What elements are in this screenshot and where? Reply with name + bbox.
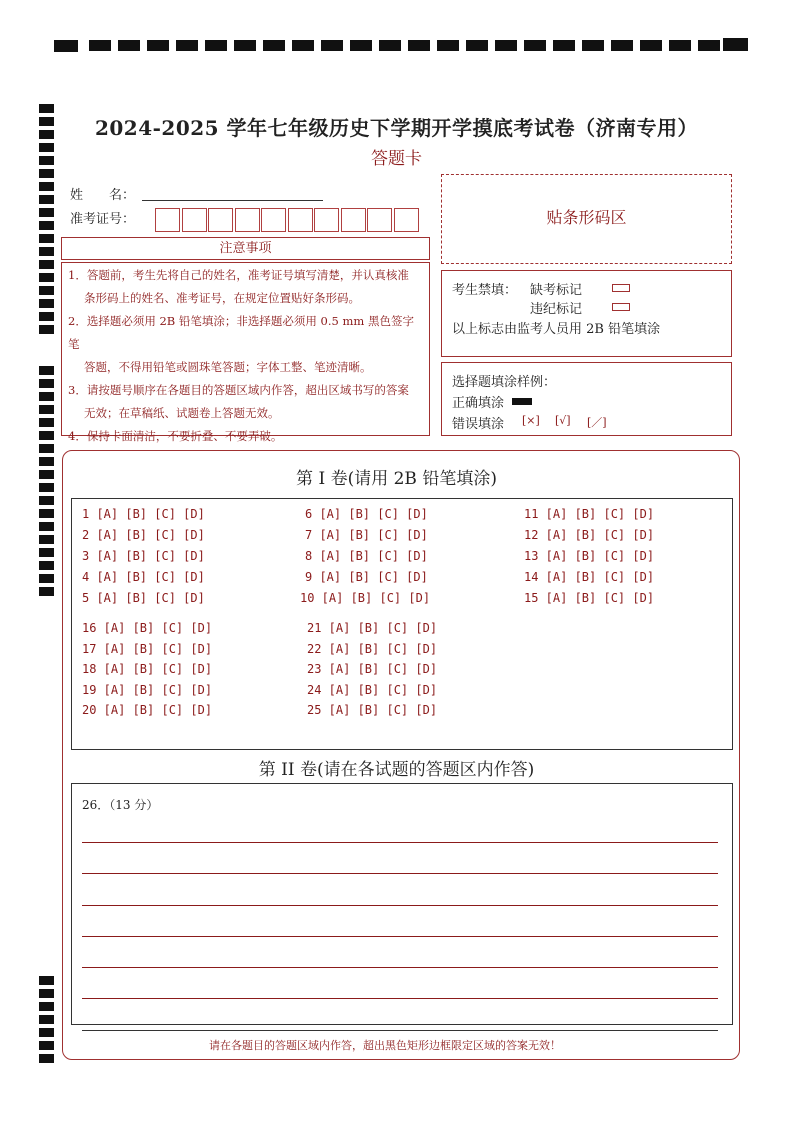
footer-warning: 请在各题目的答题区域内作答，超出黑色矩形边框限定区域的答案无效！ (209, 1039, 561, 1052)
left-marker (39, 976, 54, 985)
top-marker (292, 40, 314, 51)
exam-id-cell[interactable] (182, 208, 207, 232)
bottom-separator (82, 1030, 718, 1031)
left-marker (39, 535, 54, 544)
top-marker (176, 40, 198, 51)
left-marker (39, 418, 54, 427)
forbidden-box (441, 270, 732, 357)
left-marker (39, 182, 54, 191)
left-marker (39, 574, 54, 583)
answer-line[interactable] (82, 873, 718, 874)
left-marker (39, 379, 54, 388)
section1-title: 第 I 卷(请用 2B 铅笔填涂) (296, 469, 497, 489)
top-marker (205, 40, 227, 51)
exam-id-cell[interactable] (261, 208, 286, 232)
left-marker (39, 273, 54, 282)
wrong-fill-label: 错误填涂 (452, 417, 505, 432)
answer-line[interactable] (82, 842, 718, 843)
choice-row[interactable]: 25 [A] [B] [C] [D] (307, 703, 438, 717)
left-marker (39, 561, 54, 570)
left-marker (39, 169, 54, 178)
exam-id-cell[interactable] (235, 208, 260, 232)
choice-row[interactable]: 6 [A] [B] [C] [D] (305, 507, 428, 521)
choice-row[interactable]: 2 [A] [B] [C] [D] (82, 528, 205, 542)
exam-id-cell[interactable] (155, 208, 180, 232)
fill-sample-box (441, 362, 732, 436)
left-marker (39, 247, 54, 256)
notice-item: 4．保持卡面清洁，不要折叠、不要弄破。 (68, 429, 283, 443)
left-marker (39, 286, 54, 295)
page-subtitle: 答题卡 (371, 149, 422, 169)
top-marker (408, 40, 430, 51)
left-marker (39, 431, 54, 440)
choice-row[interactable]: 1 [A] [B] [C] [D] (82, 507, 205, 521)
choice-row[interactable]: 11 [A] [B] [C] [D] (524, 507, 655, 521)
section2-title: 第 II 卷(请在各试题的答题区内作答) (258, 760, 535, 780)
top-marker-start (54, 40, 78, 52)
choice-row[interactable]: 10 [A] [B] [C] [D] (300, 591, 431, 605)
notice-item: 答题，不得用铅笔或圆珠笔答题；字体工整、笔迹清晰。 (84, 360, 372, 374)
left-marker (39, 366, 54, 375)
left-marker (39, 496, 54, 505)
left-marker (39, 509, 54, 518)
exam-id-cell[interactable] (341, 208, 366, 232)
forbidden-note: 以上标志由监考人员用 2B 铅笔填涂 (452, 322, 661, 337)
choice-row[interactable]: 7 [A] [B] [C] [D] (305, 528, 428, 542)
choice-row[interactable]: 20 [A] [B] [C] [D] (82, 703, 213, 717)
top-marker (611, 40, 633, 51)
top-marker (118, 40, 140, 51)
left-marker (39, 208, 54, 217)
top-marker (495, 40, 517, 51)
choice-column-3 (524, 507, 654, 612)
left-marker (39, 444, 54, 453)
wrong-fill-mark: [／] (587, 416, 607, 429)
top-marker (582, 40, 604, 51)
left-marker (39, 299, 54, 308)
choice-column-2 (300, 507, 431, 612)
left-marker (39, 587, 54, 596)
top-marker-end (723, 38, 748, 51)
top-marker (89, 40, 111, 51)
left-marker (39, 195, 54, 204)
left-marker (39, 1028, 54, 1037)
exam-id-label: 准考证号： (70, 212, 136, 227)
exam-id-cell[interactable] (288, 208, 313, 232)
top-marker (698, 40, 720, 51)
answer-line[interactable] (82, 967, 718, 968)
choice-row[interactable]: 18 [A] [B] [C] [D] (82, 662, 213, 676)
choice-row[interactable]: 22 [A] [B] [C] [D] (307, 641, 438, 656)
left-marker (39, 1054, 54, 1063)
choice-row[interactable]: 4 [A] [B] [C] [D] (82, 570, 205, 584)
barcode-label: 贴条形码区 (546, 208, 627, 227)
choice-row[interactable]: 15 [A] [B] [C] [D] (524, 591, 655, 605)
notice-box (61, 262, 430, 443)
top-marker (379, 40, 401, 51)
exam-id-cell[interactable] (314, 208, 339, 232)
answer-line[interactable] (82, 905, 718, 906)
notice-title-box (61, 237, 430, 260)
left-marker (39, 221, 54, 230)
violation-mark-box[interactable] (612, 303, 630, 311)
notice-item: 3．请按题号顺序在各题目的答题区域内作答，超出区域书写的答案 (68, 383, 409, 397)
top-marker (147, 40, 169, 51)
fill-sample-title: 选择题填涂样例： (452, 375, 557, 390)
choice-row[interactable]: 9 [A] [B] [C] [D] (305, 570, 428, 584)
left-marker (39, 1002, 54, 1011)
exam-id-field[interactable] (155, 208, 421, 232)
left-marker (39, 392, 54, 401)
choice-row[interactable]: 12 [A] [B] [C] [D] (524, 528, 655, 542)
notice-item: 条形码上的姓名、准考证号，在规定位置贴好条形码。 (84, 291, 360, 305)
page-title: 2024-2025 学年七年级历史下学期开学摸底考试卷（济南专用） (94, 116, 699, 140)
question-26-label: 26．（13 分） (82, 798, 159, 812)
top-marker (263, 40, 285, 51)
left-marker (39, 989, 54, 998)
choice-row[interactable]: 24 [A] [B] [C] [D] (307, 682, 438, 697)
choice-row[interactable]: 21 [A] [B] [C] [D] (307, 621, 438, 635)
choice-row[interactable]: 13 [A] [B] [C] [D] (524, 549, 655, 563)
correct-fill-mark (512, 398, 532, 405)
forbidden-label: 考生禁填： (452, 283, 518, 298)
top-marker (466, 40, 488, 51)
top-marker (669, 40, 691, 51)
exam-id-cell[interactable] (394, 208, 419, 232)
wrong-fill-mark: [×] (522, 414, 540, 427)
left-marker (39, 312, 54, 321)
name-field[interactable] (142, 200, 323, 201)
choice-row[interactable]: 5 [A] [B] [C] [D] (82, 591, 205, 605)
violation-mark-label: 违纪标记 (530, 302, 583, 317)
answer-line[interactable] (82, 998, 718, 999)
top-marker (321, 40, 343, 51)
left-marker (39, 522, 54, 531)
written-answer-box[interactable] (71, 783, 733, 1025)
absent-mark-label: 缺考标记 (530, 283, 583, 298)
top-marker (437, 40, 459, 51)
exam-id-cell[interactable] (367, 208, 392, 232)
top-marker (234, 40, 256, 51)
notice-item: 1．答题前，考生先将自己的姓名，准考证号填写清楚，并认真核准 (68, 268, 409, 282)
barcode-area[interactable] (441, 174, 732, 264)
exam-id-cell[interactable] (208, 208, 233, 232)
left-marker (39, 234, 54, 243)
choice-column-4 (82, 621, 212, 724)
left-marker (39, 548, 54, 557)
top-marker (524, 40, 546, 51)
notice-item: 无效；在草稿纸、试题卷上答题无效。 (84, 406, 280, 420)
left-marker (39, 1015, 54, 1024)
choice-row[interactable]: 3 [A] [B] [C] [D] (82, 549, 205, 563)
choice-column-5 (307, 621, 437, 724)
choice-row[interactable]: 16 [A] [B] [C] [D] (82, 621, 213, 635)
top-marker (350, 40, 372, 51)
notice-title: 注意事项 (219, 241, 272, 256)
notice-item: 2．选择题必须用 2B 铅笔填涂；非选择题必须用 0.5 mm 黑色签字笔 (68, 314, 414, 351)
absent-mark-box[interactable] (612, 284, 630, 292)
left-marker (39, 405, 54, 414)
choice-row[interactable]: 17 [A] [B] [C] [D] (82, 641, 213, 656)
choice-row[interactable]: 8 [A] [B] [C] [D] (305, 549, 428, 563)
wrong-fill-mark: [√] (555, 414, 571, 427)
choice-row[interactable]: 19 [A] [B] [C] [D] (82, 682, 213, 697)
top-marker (553, 40, 575, 51)
left-marker (39, 260, 54, 269)
correct-fill-label: 正确填涂 (452, 396, 505, 411)
name-label: 姓 名： (70, 188, 136, 203)
choice-row[interactable]: 14 [A] [B] [C] [D] (524, 570, 655, 584)
top-marker (640, 40, 662, 51)
left-marker (39, 325, 54, 334)
choice-column-1 (82, 507, 205, 612)
choice-row[interactable]: 23 [A] [B] [C] [D] (307, 662, 438, 676)
answer-line[interactable] (82, 936, 718, 937)
